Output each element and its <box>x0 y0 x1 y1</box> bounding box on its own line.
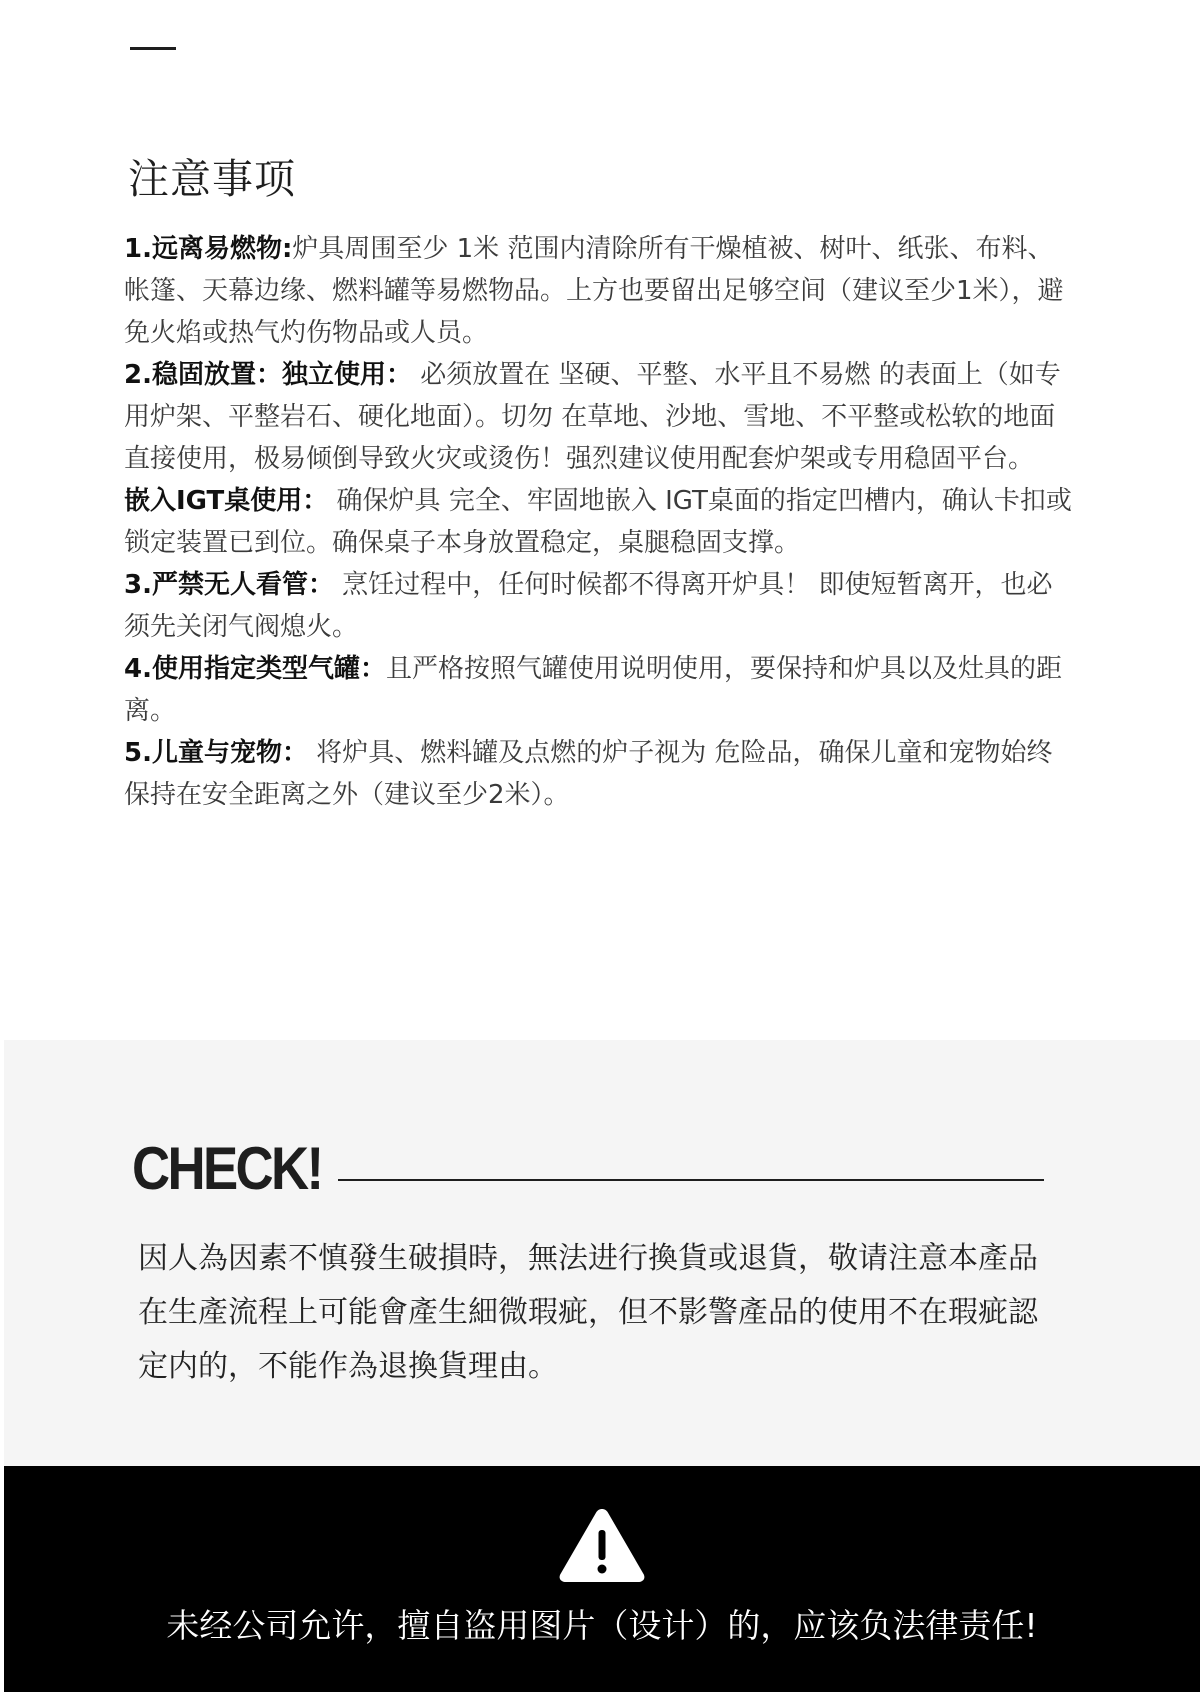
note-text: 且严格按照气罐使用说明使用，要保持和炉具以及灶具的距离。 <box>124 654 1062 726</box>
notes-title: 注意事项 <box>128 155 296 203</box>
note-item <box>124 228 1076 354</box>
note-lead: 1.远离易燃物: <box>124 234 293 264</box>
copyright-footer <box>4 1466 1200 1692</box>
copyright-warning-text: 未经公司允许，擅自盗用图片（设计）的，应该负法律责任! <box>166 1606 1038 1645</box>
note-text: 将炉具、燃料罐及点燃的炉子视为 危险品，确保儿童和宠物始终保持在安全距离之外（建议至少2米）。 <box>124 738 1053 810</box>
note-lead: 2.稳固放置：独立使用： <box>124 360 412 390</box>
check-section <box>4 1040 1200 1466</box>
note-item <box>124 480 1076 564</box>
check-notice-text: 因人為因素不慎發生破損時，無法进行換貨或退貨，敬请注意本產品在生產流程上可能會產生細微瑕疵，但不影警產品的使用不在瑕疵認定内的，不能作為退換貨理由。 <box>138 1241 1038 1384</box>
notes-list <box>124 228 1076 816</box>
note-item <box>124 648 1076 732</box>
note-item <box>124 564 1076 648</box>
note-text: 炉具周围至少 1米 范围内清除所有干燥植被、树叶、纸张、布料、帐篷、天幕边缘、燃料罐等易燃物品。上方也要留出足够空间（建议至少1米），避免火焰或热气灼伤物品或人员。 <box>124 234 1064 348</box>
warning-triangle-icon <box>557 1506 647 1584</box>
note-item <box>124 354 1076 480</box>
top-divider-dash <box>130 47 176 50</box>
check-title: CHECK! <box>132 1135 322 1202</box>
note-lead: 4.使用指定类型气罐： <box>124 654 386 684</box>
note-text: 烹饪过程中，任何时候都不得离开炉具！ 即使短暂离开，也必须先关闭气阀熄火。 <box>124 570 1053 642</box>
check-divider-line <box>338 1179 1044 1181</box>
note-lead: 嵌入IGT桌使用： <box>124 486 329 516</box>
note-text: 必须放置在 坚硬、平整、水平且不易燃 的表面上（如专用炉架、平整岩石、硬化地面）。切勿 在草地、沙地、雪地、不平整或松软的地面直接使用，极易倾倒导致火灾或烫伤！强烈建议使用配套炉架或专用稳固平台。 <box>124 360 1061 474</box>
note-lead: 5.儿童与宠物： <box>124 738 308 768</box>
note-lead: 3.严禁无人看管： <box>124 570 334 600</box>
note-text: 确保炉具 完全、牢固地嵌入 IGT桌面的指定凹槽内，确认卡扣或锁定装置已到位。确保桌子本身放置稳定，桌腿稳固支撑。 <box>124 486 1072 558</box>
note-item <box>124 732 1076 816</box>
